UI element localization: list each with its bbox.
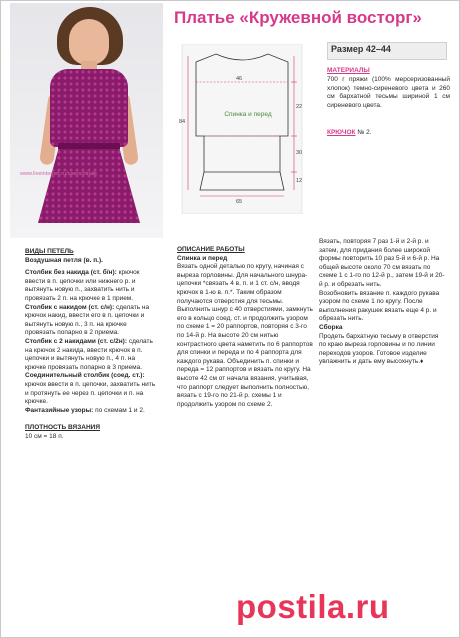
hook-heading: КРЮЧОК — [327, 129, 356, 136]
assembly-text: Продеть бархатную тесьму в отверстия по краю выреза горловины и по линии переходов узоров. Готовое изделие увлажнить и дать ему высохнуть.♦ — [319, 332, 439, 366]
stitch-item: Воздушная петля (в. п.). — [25, 256, 103, 264]
stitch-types-heading: ВИДЫ ПЕТЕЛЬ — [25, 248, 74, 255]
pattern-diagram — [176, 44, 308, 214]
dim-seg1: 22 — [296, 104, 303, 110]
stitch-item: Столбик с накидом (ст. с/н): сделать на крючок накид, ввести его в п. цепочки и вытянуть новую п., 3 п. на крючке провязать попарно в 2 приема. — [25, 303, 150, 337]
density-heading: ПЛОТНОСТЬ ВЯЗАНИЯ — [25, 424, 100, 432]
sleeves-text: Возобновить вязание п. каждого рукава узором по схеме 1 по кругу. После выполнения ракушек вязать еще 4 р. и обрезать нить. — [319, 289, 440, 323]
work-subheading: Спинка и перед — [177, 254, 228, 262]
density-value: 10 см = 18 п. — [25, 432, 64, 440]
stitch-types-column — [25, 248, 158, 441]
work-description-column — [177, 246, 314, 409]
diagram-label: Спинка и перед — [224, 111, 272, 118]
stitch-item: Фантазийные узоры: по схемам 1 и 2. — [25, 406, 145, 414]
hook-info — [327, 129, 372, 136]
stitch-item: Соединительный столбик (соед. ст.): крючок ввести в п. цепочки, захватить нить и протянуть ее через п. цепочки и п. на крючке. — [25, 372, 156, 406]
dim-bottom-width: 65 — [236, 199, 243, 205]
assembly-heading: Сборка — [319, 323, 343, 331]
stitch-item: Столбик без накида (ст. б/н): крючок ввести в п. цепочки или нижнего р. и вытянуть новую п., захватить нить и провязать 2 п. на крючке в 1 прием. — [25, 269, 140, 302]
assembly-column — [319, 238, 447, 367]
continuation-text: Вязать, повторяя 7 раз 1-й и 2-й р. и затем, для придания более широкой формы повторить 10 раз 5-й и 6-й р. На общей высоте около 70 см вязать по схеме 1 с 1-го по 12-й р., затем 19-й и 20-й р. и обрезать нить. — [319, 238, 445, 288]
materials-text: 700 г пряжи (100% мерсеризованный хлопок) темно-сиреневого цвета и 260 см бархатной тесьмы шириной 1 см сиреневого цвета. — [327, 76, 450, 109]
dim-seg3: 12 — [296, 178, 303, 184]
stitch-item: Столбик с 2 накидами (ст. с/2н): сделать на крючок 2 накида, ввести крючок в п. цепочки и вытянуть новую п., 4 п. на крючке провязать попарно в 3 приема. — [25, 337, 153, 371]
work-text: Вязать одной деталью по кругу, начиная с выреза горловины. Для начального шнура-цепочки *связать 4 в. п. и 1 ст. с/н, вводя крючок в 1-ю в. п.*. Таким образом получаются отверстия для тесьмы. Выполнить шнур с 40 отверстиями, замкнуть его в кольцо соед. ст. и продолжить узором по схеме 1 = 20 раппортов, повторяя с 3-го по 14-й р. На высоте 20 см нитью контрастного цвета наметить по 6 раппортов для спинки и переда и по 4 раппорта для каждого рукава. Объединить п. спинки и переда = 12 раппортов и вязать по кругу. На высоте 42 см от начала вязания, учитывая, что раппорт следует выполнить полностью, вязать с 19-го по 21-й р. схемы 1 и продолжить узором по схеме 2. — [177, 263, 313, 408]
postila-logo: postila.ru — [236, 588, 390, 625]
model-photo — [10, 3, 163, 238]
size-label: Размер 42–44 — [331, 44, 391, 54]
page-title: Платье «Кружевной восторг» — [174, 8, 422, 27]
dim-top-width: 46 — [236, 76, 243, 82]
dim-height: 84 — [179, 119, 186, 125]
photo-watermark: www.liveinternet.ru/users/ninaik — [20, 171, 98, 177]
dim-seg2: 30 — [296, 150, 303, 156]
materials-heading: МАТЕРИАЛЫ — [327, 67, 370, 74]
work-heading: ОПИСАНИЕ РАБОТЫ — [177, 246, 245, 253]
hook-value: № 2. — [357, 129, 372, 136]
